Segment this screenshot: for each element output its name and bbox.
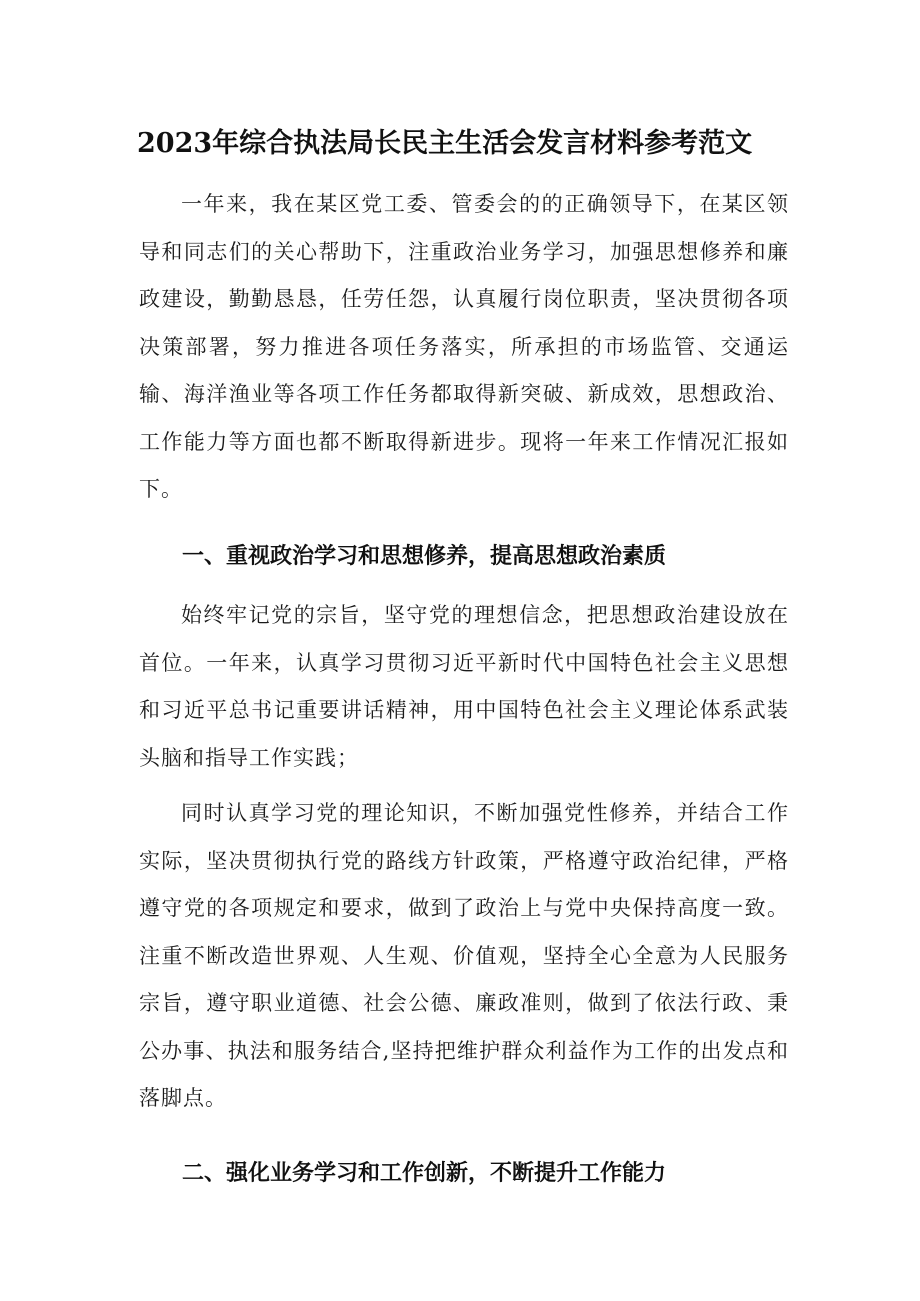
section-1-paragraph-2: 同时认真学习党的理论知识，不断加强党性修养，并结合工作实际，坚决贯彻执行党的路线方针政策，严格遵守政治纪律，严格遵守党的各项规定和要求，做到了政治上与党中央保持高度一致。注重不断改造世界观、人生观、价值观，坚持全心全意为人民服务宗旨，遵守职业道德、社会公德、廉政准则，做到了依法行政、秉公办事、执法和服务结合,坚持把维护群众利益作为工作的出发点和落脚点。 [139, 801, 789, 1110]
section-1-paragraph-1: 始终牢记党的宗旨，坚守党的理想信念，把思想政治建设放在首位。一年来，认真学习贯彻习近平新时代中国特色社会主义思想和习近平总书记重要讲话精神，用中国特色社会主义理论体系武装头脑和指导工作实践； [139, 603, 789, 770]
document-title: 2023年综合执法局长民主生活会发言材料参考范文 [137, 128, 753, 159]
intro-paragraph: 一年来，我在某区党工委、管委会的的正确领导下，在某区领导和同志们的关心帮助下，注重政治业务学习，加强思想修养和廉政建设，勤勤恳恳，任劳任怨，认真履行岗位职责，坚决贯彻各项决策部署，努力推进各项任务落实，所承担的市场监管、交通运输、海洋渔业等各项工作任务都取得新突破、新成效，思想政治、工作能力等方面也都不断取得新进步。现将一年来工作情况汇报如下。 [139, 192, 789, 501]
section-heading-1: 一、重视政治学习和思想修养，提高思想政治素质 [182, 544, 667, 569]
section-heading-2: 二、强化业务学习和工作创新，不断提升工作能力 [182, 1161, 667, 1186]
